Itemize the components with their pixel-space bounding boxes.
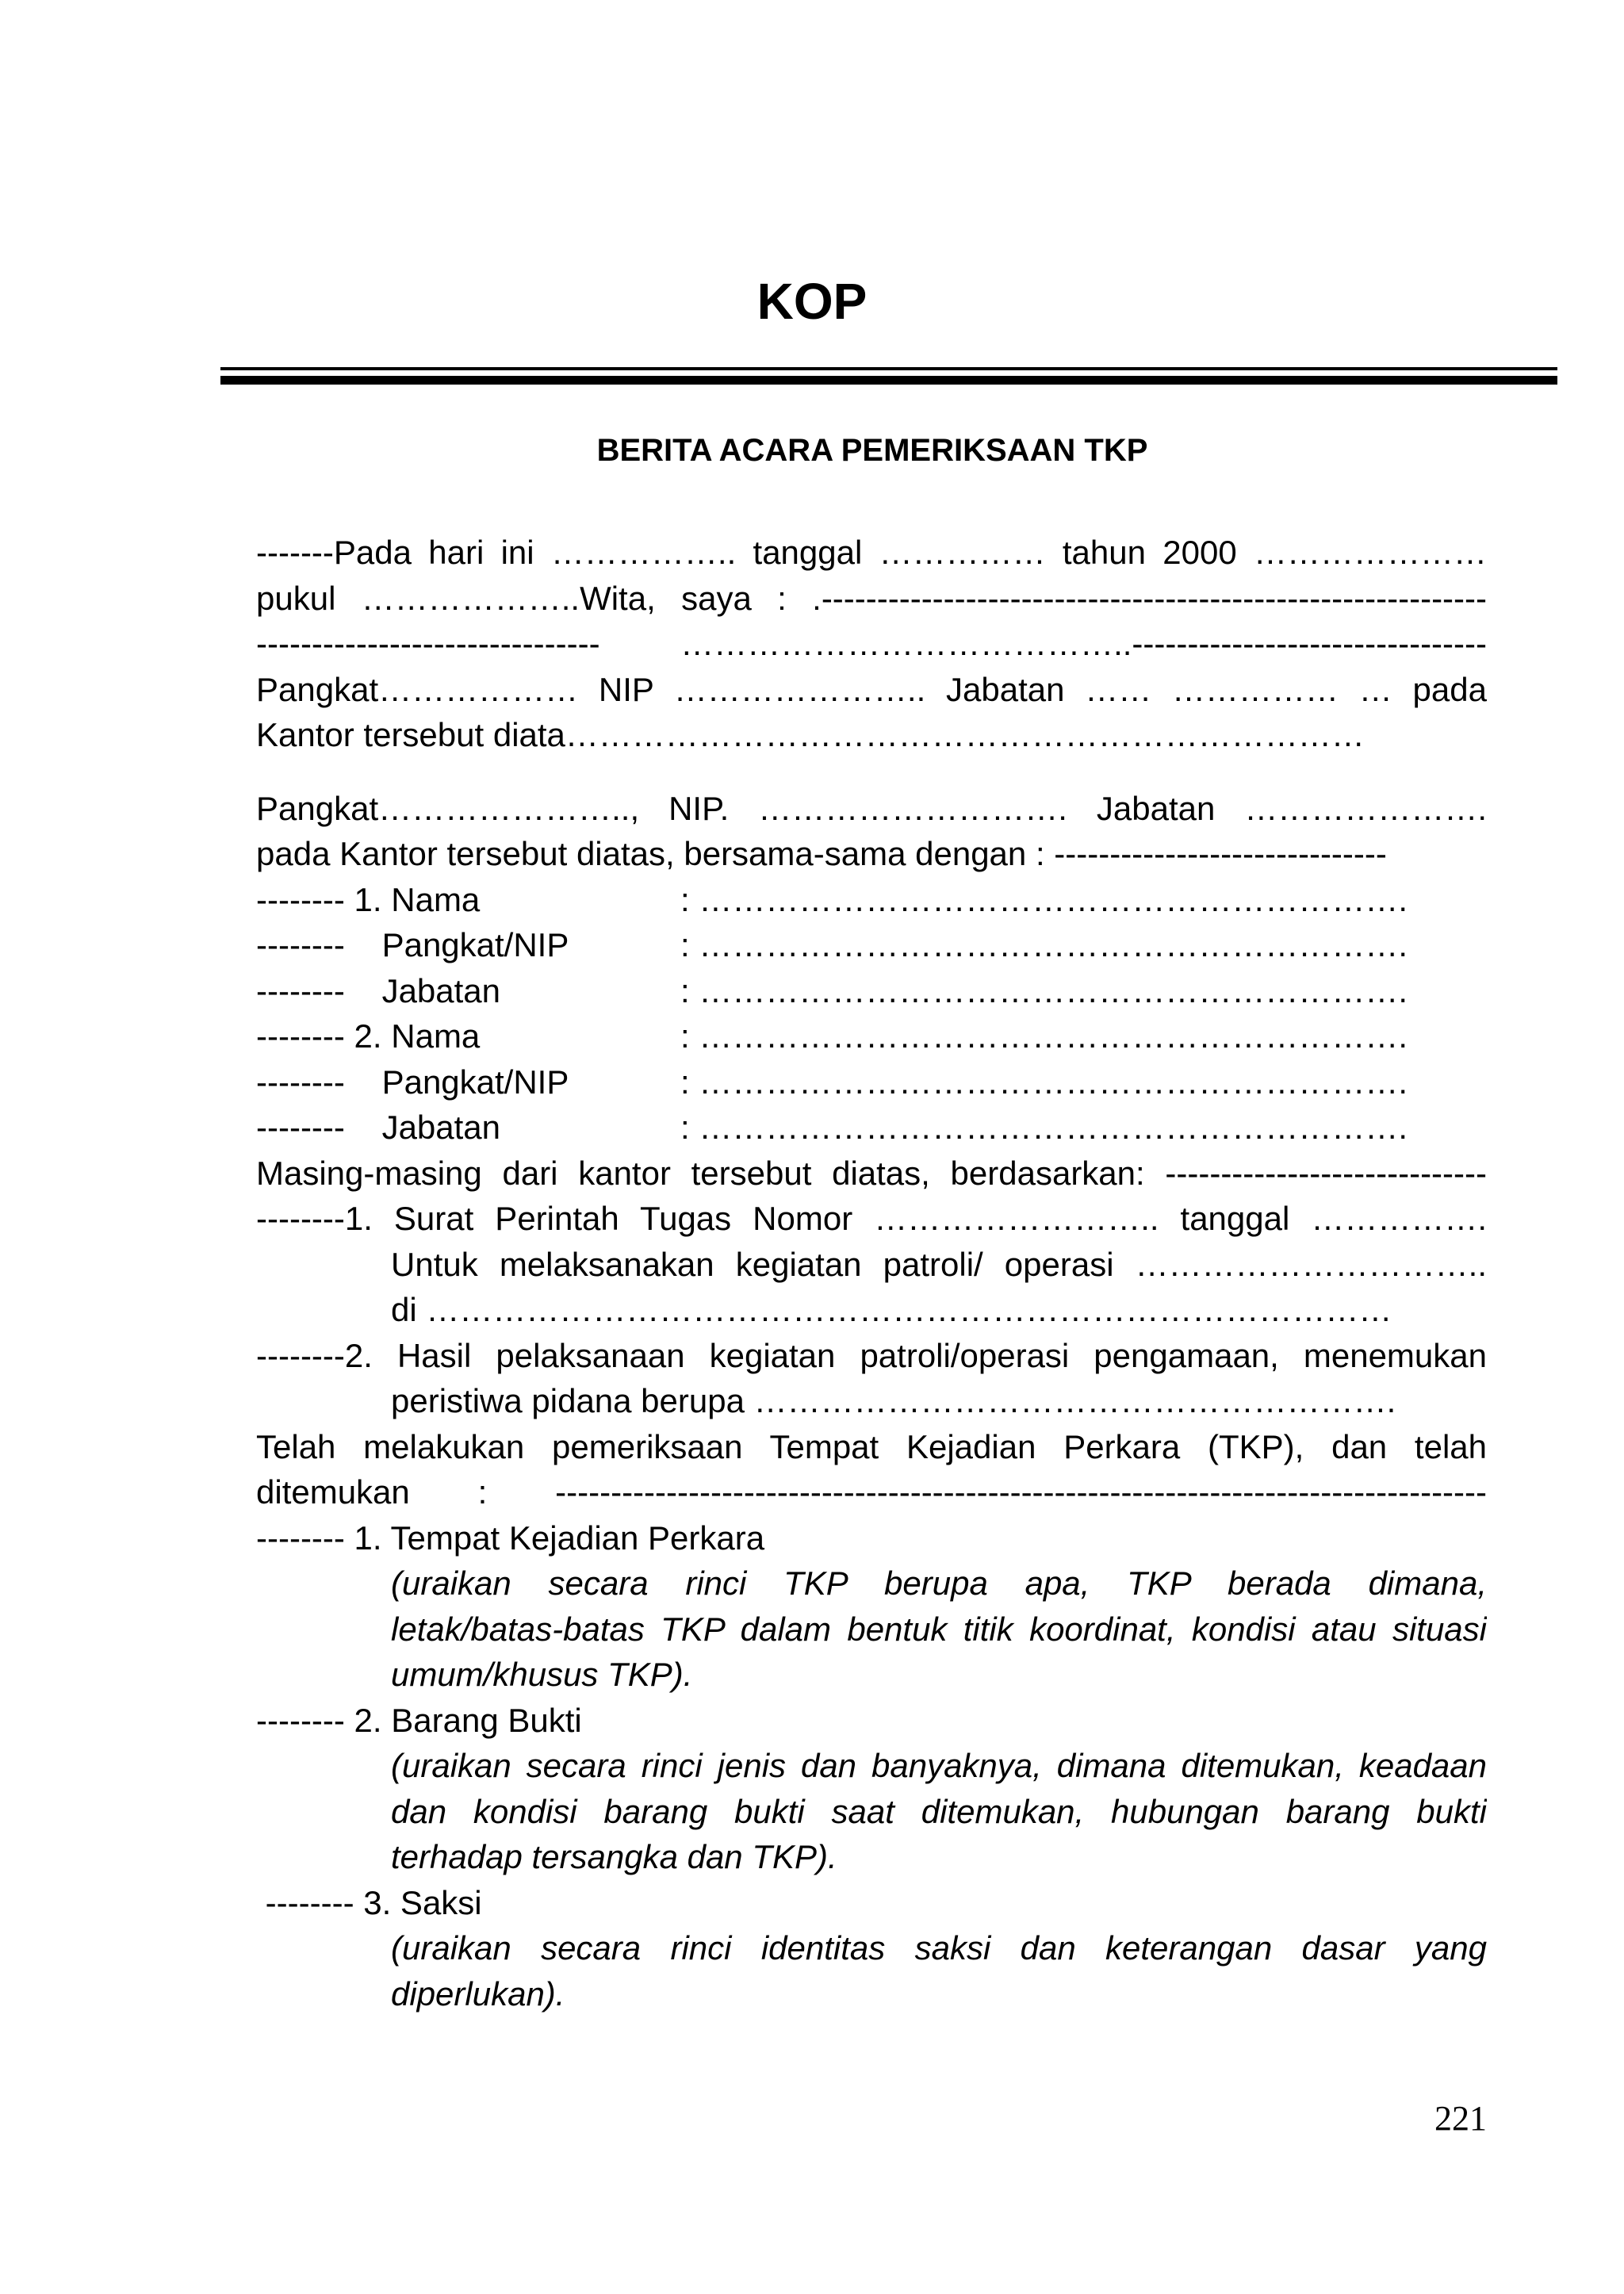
basis-line: peristiwa pidana berupa …………………………………………………. [391,1382,1396,1419]
basis-line: Untuk melaksanakan kegiatan patroli/ operasi ………………………….. [391,1245,1487,1283]
member-value: : ………………………………………………………. [680,880,1408,918]
finding-description: terhadap tersangka dan TKP). [391,1838,837,1875]
finding-description: letak/batas-batas TKP dalam bentuk titik koordinat, kondisi atau situasi [391,1610,1487,1648]
basis-intro: Masing-masing dari kantor tersebut diatas, berdasarkan: ----------------------------- [256,1154,1487,1192]
finding-description: (uraikan secara rinci identitas saksi dan keterangan dasar yang [391,1929,1487,1967]
member-label: -------- Pangkat/NIP [256,926,569,963]
findings-intro: Telah melakukan pemeriksaan Tempat Kejadian Perkara (TKP), dan telah [256,1427,1487,1465]
basis-line: --------1. Surat Perintah Tugas Nomor …………………….. tanggal ……………. [256,1200,1487,1237]
page-number: 221 [1434,2099,1487,2138]
findings-intro: ditemukan : ------------------------------------------------------------------------------------ [256,1473,1487,1511]
member-value: : ………………………………………………………. [680,1109,1408,1146]
finding-heading: -------- 2. Barang Bukti [256,1701,582,1739]
member-label: -------- 2. Nama [256,1017,481,1055]
kop-heading: KOP [756,273,868,330]
member-value: : ………………………………………………………. [680,1017,1408,1055]
officer-line: Pangkat………………….., NIP. ………………………. Jabatan …………………. [256,789,1487,827]
finding-description: dan kondisi barang bukti saat ditemukan, hubungan barang bukti [391,1792,1487,1830]
document-body [256,530,1487,2016]
basis-line: --------2. Hasil pelaksanaan kegiatan patroli/operasi pengamaan, menemukan [256,1336,1487,1374]
opening-line: -------Pada hari ini …………….. tanggal …………… tahun 2000 ………………… [256,534,1487,571]
opening-line: Kantor tersebut diata……………………………………………………………… [256,716,1365,753]
officer-line: pada Kantor tersebut diatas, bersama-sama dengan : ------------------------------ [256,835,1387,872]
member-label: -------- Jabatan [256,971,501,1009]
spacer [256,758,1487,786]
member-value: : ………………………………………………………. [680,926,1408,963]
basis-line: di …………………………………………………………………………… [391,1291,1392,1328]
opening-line: pukul ………………..Wita, saya : .------------------------------------------------------------ [256,579,1487,617]
finding-description: diperlukan). [391,1974,565,2013]
header-rule-thin [220,367,1557,370]
member-label: -------- Pangkat/NIP [256,1063,569,1101]
finding-heading: -------- 3. Saksi [256,1883,482,1921]
member-label: -------- Jabatan [256,1109,501,1146]
member-label: -------- 1. Nama [256,880,481,918]
opening-line: ------------------------------- …………………………………..-------------------------------- [256,625,1487,662]
member-row [256,1105,1487,1151]
member-value: : ………………………………………………………. [680,1063,1408,1101]
finding-description: (uraikan secara rinci TKP berupa apa, TKP berada dimana, [391,1564,1487,1602]
document-title: BERITA ACARA PEMERIKSAAN TKP [596,433,1148,468]
finding-description: umum/khusus TKP). [391,1656,693,1693]
member-row [256,1059,1487,1105]
member-row [256,922,1487,968]
opening-line: Pangkat……………… NIP ………………….. Jabatan …… …………… … pada [256,670,1487,708]
member-row [256,1013,1487,1059]
member-row [256,968,1487,1014]
header-rule-thick [220,376,1557,385]
finding-heading: -------- 1. Tempat Kejadian Perkara [256,1518,765,1557]
member-value: : ………………………………………………………. [680,971,1408,1009]
finding-description: (uraikan secara rinci jenis dan banyaknya, dimana ditemukan, keadaan [391,1747,1487,1784]
member-row [256,877,1487,923]
